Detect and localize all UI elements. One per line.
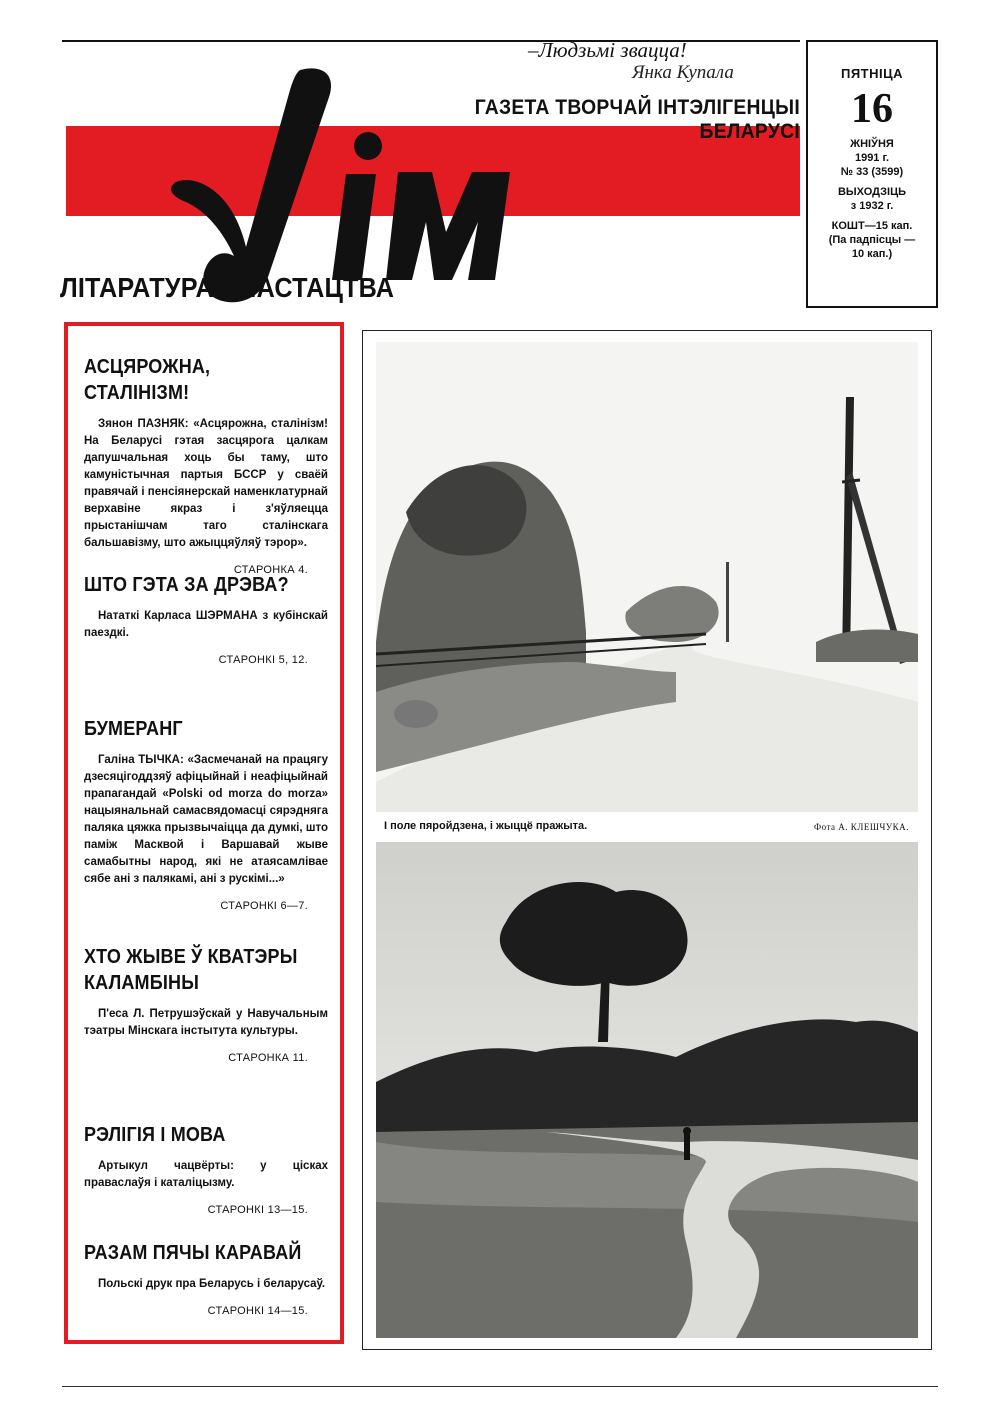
issue-date-box xyxy=(806,40,938,308)
motto-signature: Янка Купала xyxy=(632,62,734,83)
issue-day: 16 xyxy=(851,86,893,132)
contents-item-page-ref: СТАРОНКІ 13—15. xyxy=(207,1204,308,1216)
contents-item-page-ref: СТАРОНКІ 6—7. xyxy=(220,900,308,912)
contents-item-title: ХТО ЖЫВЕ Ў КВАТЭРЫ КАЛАМБІНЫ xyxy=(84,946,298,994)
photo-field-tree xyxy=(376,842,918,1338)
contents-item[interactable] xyxy=(84,1122,328,1216)
issue-since-line1: ВЫХОДЗІЦЬ xyxy=(837,186,907,198)
contents-item-text: П'еса Л. Петрушэўскай у Навучальным тэатры Мінскага інстытута культуры. xyxy=(84,1008,328,1037)
contents-item-text: Польскі друк пра Беларусь і беларусаў. xyxy=(98,1278,326,1290)
page-bottom-rule xyxy=(62,1386,938,1387)
contents-item-title: АСЦЯРОЖНА, СТАЛІНІЗМ! xyxy=(84,356,211,404)
contents-item[interactable] xyxy=(84,572,328,666)
masthead-motto: –Людзьмі звацца! xyxy=(528,38,687,62)
issue-price-line3: 10 кап.) xyxy=(851,248,893,260)
issue-since-line2: з 1932 г. xyxy=(850,200,894,212)
contents-item[interactable] xyxy=(84,716,328,912)
photo-caption: І поле пяройдзена, і жыццё пражыта. xyxy=(384,820,588,832)
contents-item-page-ref: СТАРОНКА 11. xyxy=(228,1052,308,1064)
contents-item-title: ШТО ГЭТА ЗА ДРЭВА? xyxy=(84,574,289,596)
contents-item[interactable] xyxy=(84,1240,328,1317)
contents-item-page-ref: СТАРОНКІ 14—15. xyxy=(207,1305,308,1317)
masthead-top-rule xyxy=(62,40,800,42)
photo-credit: Фота А. КЛЕШЧУКА. xyxy=(814,822,909,832)
contents-box xyxy=(64,322,344,1344)
contents-item-page-ref: СТАРОНКІ 5, 12. xyxy=(218,654,308,666)
newspaper-full-title: ЛІТАРАТУРА І МАСТАЦТВА xyxy=(60,272,395,303)
contents-item-title: БУМЕРАНГ xyxy=(84,718,183,740)
issue-price-line2: (Па падпісцы — xyxy=(828,234,916,246)
photo-country-road xyxy=(376,342,918,812)
issue-month: ЖНІЎНЯ xyxy=(850,138,894,150)
contents-item-text: Зянон ПАЗНЯК: «Асцярожна, сталінізм! На Беларусі гэтая засцярога цалкам дапушчальная хоць бы таму, што камуністычная партыя БССР у сваёй правячай і пенсіянерскай наменклатурнай верхавіне якраз і з'яўляецца прыстанішчам таго сталінскага бальшавізму, што ажыццяўляў тэрор». xyxy=(84,418,328,549)
contents-item-text: Нататкі Карласа ШЭРМАНА з кубінскай паездкі. xyxy=(84,610,328,639)
contents-item-text: Галіна ТЫЧКА: «Засмечанай на працягу дзесяцігоддзяў афіцыйнай і неафіцыйнай прапагандай «Polski od morza do morza» нацыянальнай самасвядомасці сярэдняга паляка цяжка прызвычаіцца да думкі, што паміж Масквой і Варшавай жыве самабытны народ, які не атаясамлівае сябе ані з палякамі, ані з рускімі...» xyxy=(84,754,328,885)
issue-weekday: ПЯТНІЦА xyxy=(840,66,903,81)
logo-text: ЛіМ xyxy=(150,62,152,63)
issue-year: 1991 г. xyxy=(854,152,890,164)
contents-item-title: РЭЛІГІЯ І МОВА xyxy=(84,1124,226,1146)
contents-item-text: Артыкул чацвёрты: у цісках праваслаўя і каталіцызму. xyxy=(84,1160,328,1189)
issue-number: № 33 (3599) xyxy=(840,166,904,178)
contents-item[interactable] xyxy=(84,354,328,576)
newspaper-subtitle: ГАЗЕТА ТВОРЧАЙ ІНТЭЛІГЕНЦЫІ БЕЛАРУСІ xyxy=(474,96,800,143)
contents-item-page-ref: СТАРОНКА 4. xyxy=(233,564,308,576)
issue-price-line1: КОШТ—15 кап. xyxy=(831,220,913,232)
contents-item-title: РАЗАМ ПЯЧЫ КАРАВАЙ xyxy=(84,1242,302,1264)
contents-item[interactable] xyxy=(84,944,328,1064)
